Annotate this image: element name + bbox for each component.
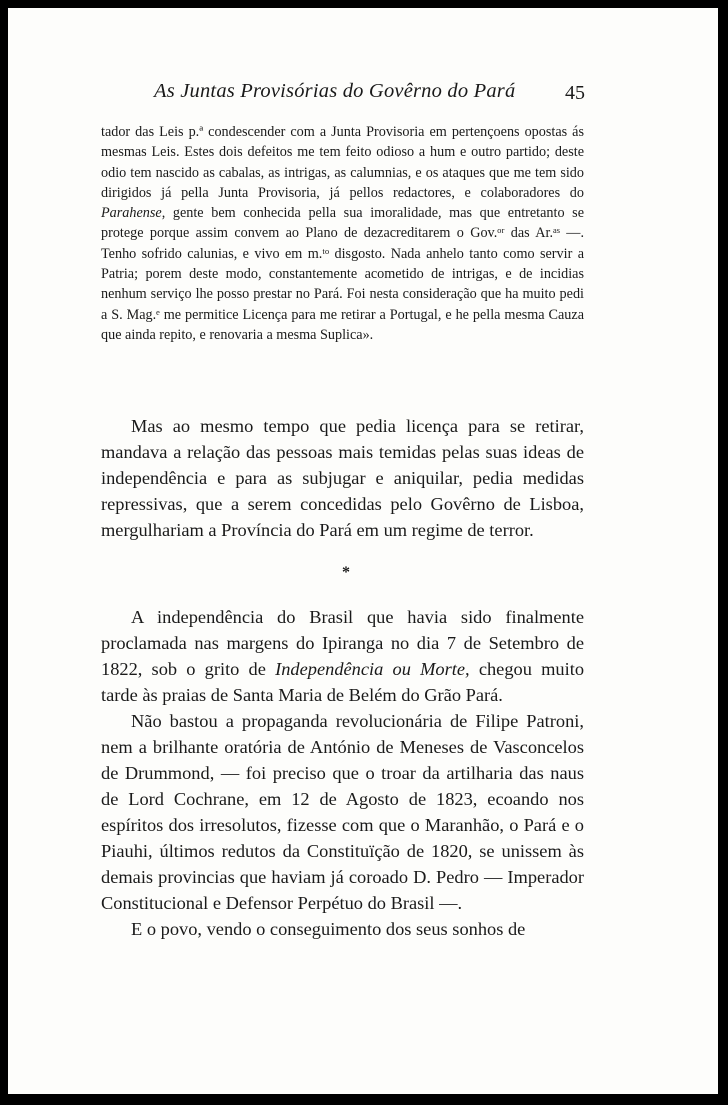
- paragraph-4: E o povo, vendo o conseguimento dos seus sonhos de: [131, 919, 526, 939]
- running-title: As Juntas Provisórias do Govêrno do Pará: [154, 80, 516, 102]
- quote-text: tador das Leis p.ª condescender com a Junta Provisoria em pertençoens opostas ás mesmas Leis. Estes dois defeitos me tem feito odioso a hum e outro partido; deste odio tem nascido as cabalas, as intrigas, as calumnias, e os ataques que me tem sido dirigidos já pella Junta Provisoria, já pellos redactores, e colaboradores do: [101, 124, 584, 201]
- page-number: 45: [565, 82, 585, 104]
- quote-italic-name: Parahense: [101, 205, 162, 222]
- paragraph-3: Não bastou a propaganda revolucionária de Filipe Patroni, nem a brilhante oratória de António de Meneses de Vasconcelos de Drummond, — foi preciso que o troar da artilharia das naus de Lord Cochrane, em 12 de Agosto de 1823, ecoando nos espíritos dos irresolutos, fizesse com que o Maranhão, o Pará e o Piauhi, últimos redutos da Constituïção de 1820, se unissem às demais provincias que haviam já coroado D. Pedro — Imperador Constitucional e Defensor Perpétuo do Brasil —.: [101, 711, 584, 913]
- body-section-2: [101, 604, 584, 942]
- paragraph-2-italic: Independência ou Morte,: [275, 659, 470, 679]
- quote-text-continued: , gente bem conhecida pella sua imoralidade, mas que entretanto se protege porque assim convem ao Plano de dezacreditarem o Gov.ᵒʳ das Ar.ᵃˢ —. Tenho sofrido calunias, e vivo em m.ᵗᵒ disgosto. Nada anhelo tanto como servir a Patria; porem deste modo, constantemente acometido de intrigas, e de incidias nenhum serviço lhe posso prestar no Pará. Foi nesta consideração que ha muito pedi a S. Mag.ᵉ me permitice Licença para me retirar a Portugal, e he pella mesma Cauza que ainda repito, e renovaria a mesma Suplica».: [101, 205, 584, 343]
- paragraph-2: [101, 604, 584, 708]
- quoted-letter: [101, 122, 584, 345]
- running-header: [154, 80, 584, 103]
- book-page: [8, 8, 718, 1094]
- body-section-1: [101, 413, 584, 543]
- paragraph-1: Mas ao mesmo tempo que pedia licença para se retirar, mandava a relação das pessoas mais temidas pelas suas ideas de independência e para as subjugar e aniquilar, pedia medidas repressivas, que a serem concedidas pelo Govêrno de Lisboa, mergulhariam a Província do Pará em um regime de terror.: [101, 416, 584, 540]
- paragraph-2-text: A independência do Brasil que havia sido finalmente proclamada nas margens do Ipiranga no dia 7 de Setembro de 1822, sob o grito de: [101, 607, 584, 679]
- paragraph-2-text-end: chegou muito tarde às praias de Santa Maria de Belém do Grão Pará.: [101, 659, 585, 705]
- section-separator: *: [342, 564, 350, 581]
